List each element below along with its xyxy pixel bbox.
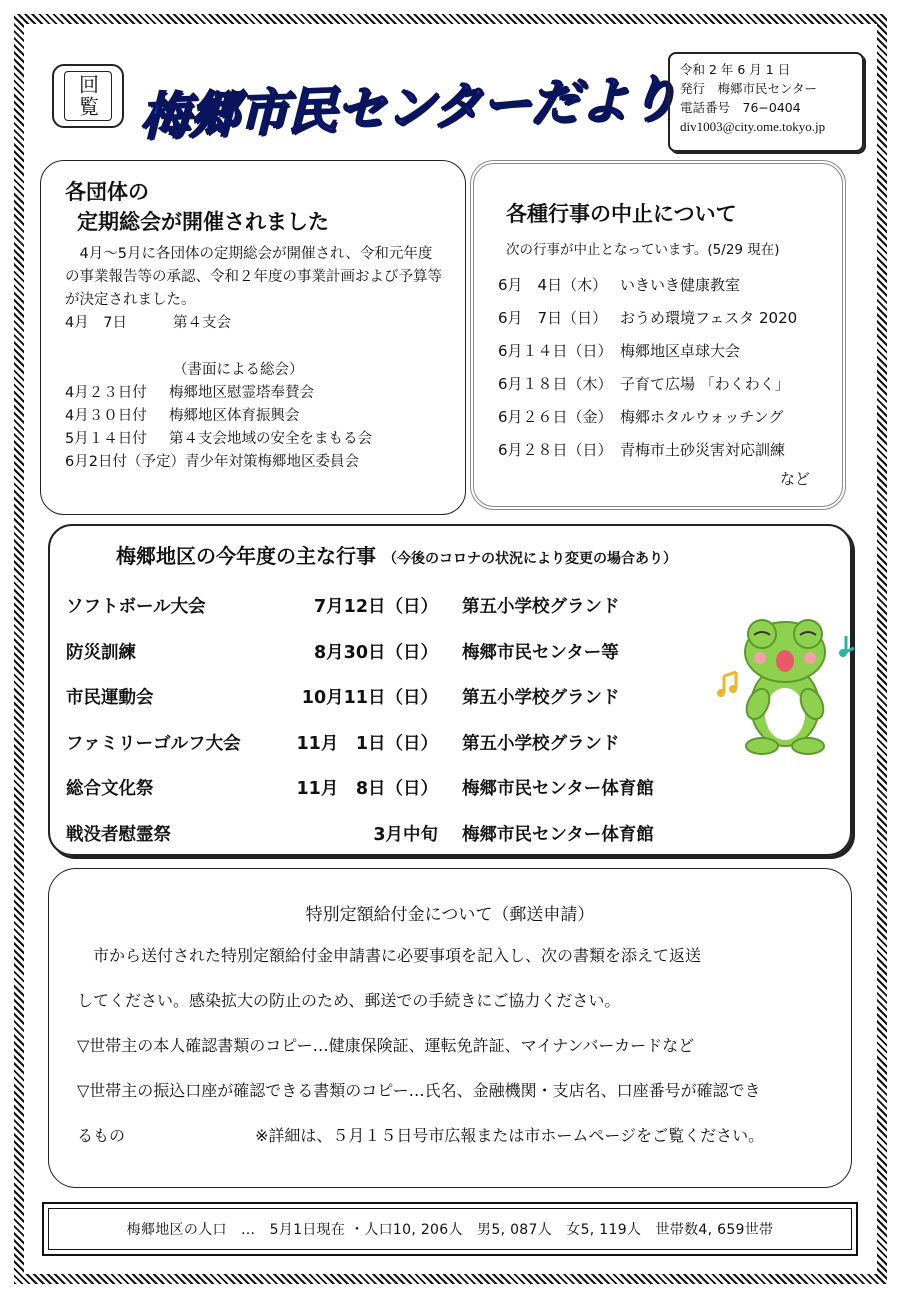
benefit-details-note: ※詳細は、５月１５日号市広報または市ホームページをご覧ください。 (255, 1126, 765, 1145)
issue-publisher: 発行 梅郷市民センター (680, 81, 818, 96)
singing-frog-illustration (710, 606, 860, 756)
table-row: 戦没者慰霊祭 3月中旬 梅郷市民センター体育館 (66, 824, 654, 845)
list-item: 4月２３日付 梅郷地区慰霊塔奉賛会 (65, 385, 314, 401)
table-row: 総合文化祭 11月 8日（日） 梅郷市民センター体育館 (66, 779, 654, 800)
cancellation-title: 各種行事の中止について (506, 202, 737, 226)
cancellation-section (470, 160, 846, 510)
events-title (116, 540, 834, 569)
written-assembly-label: （書面による総会） (173, 362, 304, 378)
benefit-title: 特別定額給付金について（郵送申請） (305, 905, 595, 925)
circulation-stamp (52, 64, 124, 128)
events-title-text: 梅郷地区の今年度の主な行事 (116, 544, 376, 568)
list-item: 6月１８日（木） 子育て広場 「わくわく」 (498, 375, 790, 393)
assembly-first-date: 4月 7日 (65, 315, 127, 331)
music-note-icon (717, 672, 737, 697)
issue-email: div1003@city.ome.tokyo.jp (680, 119, 826, 134)
special-benefit-section (48, 868, 852, 1188)
newsletter-title: 梅郷市民センターだより (140, 69, 677, 147)
circulation-label: 回覧 (64, 71, 112, 121)
frog-icon (742, 620, 828, 754)
cancellation-note: 次の行事が中止となっています。(5/29 現在) (506, 242, 780, 258)
assembly-title (65, 177, 443, 237)
benefit-line: るもの ※詳細は、５月１５日号市広報または市ホームページをご覧ください。 (77, 1126, 765, 1145)
list-item: 6月 7日（日） おうめ環境フェスタ 2020 (498, 309, 798, 327)
assembly-section (40, 160, 466, 515)
population-footer: 梅郷地区の人口 … 5月1日現在 ・人口10, 206人 男5, 087人 女5, 119人 世帯数4, 659世帯 (42, 1202, 858, 1256)
list-item: 6月２８日（日） 青梅市土砂災害対応訓練 (498, 441, 786, 459)
issue-info (668, 52, 864, 152)
list-item: 6月１４日（日） 梅郷地区卓球大会 (498, 342, 741, 360)
benefit-line: してください。感染拡大の防止のため、郵送での手続きにご協力ください。 (77, 991, 621, 1010)
music-note-icon (839, 636, 854, 657)
list-item: 5月１４日付 第４支会地域の安全をまもる会 (65, 431, 372, 447)
cancellation-etc: など (779, 470, 810, 488)
benefit-line: 市から送付された特別定額給付金申請書に必要事項を記入し、次の書類を添えて返送 (93, 946, 702, 965)
annual-events-section (48, 524, 852, 856)
issue-date: 令和 2 年 6 月 1 日 (680, 62, 791, 77)
list-item: 6月 4日（木） いきいき健康教室 (498, 276, 741, 294)
benefit-requirement: ▽世帯主の本人確認書類のコピー…健康保険証、運転免許証、マイナンバーカードなど (77, 1036, 695, 1055)
list-item: 6月２６日（金） 梅郷ホタルウォッチング (498, 408, 784, 426)
list-item: 4月３０日付 梅郷地区体育振興会 (65, 408, 300, 424)
issue-phone: 電話番号 76−0404 (680, 100, 801, 115)
assembly-title-line2: 定期総会が開催されました (77, 210, 329, 234)
table-row: 防災訓練 8月30日（日） 梅郷市民センター等 (66, 642, 619, 663)
assembly-title-line1: 各団体の (65, 180, 149, 204)
table-row: ソフトボール大会 7月12日（日） 第五小学校グランド (66, 597, 620, 618)
table-row: 市民運動会 10月11日（日） 第五小学校グランド (66, 688, 620, 709)
benefit-requirement: ▽世帯主の振込口座が確認できる書類のコピー…氏名、金融機関・支店名、口座番号が確認でき (77, 1081, 761, 1100)
assembly-body: 4月〜5月に各団体の定期総会が開催され、令和元年度の事業報告等の承認、令和２年度の事業計画および予算等が決定されました。 (65, 246, 442, 308)
assembly-first-row (65, 312, 443, 335)
list-item: 6月2日付（予定） 青少年対策梅郷地区委員会 (65, 454, 359, 470)
table-row: ファミリーゴルフ大会 11月 1日（日） 第五小学校グランド (66, 733, 620, 754)
events-note: （今後のコロナの状況により変更の場合あり） (382, 551, 677, 567)
assembly-first-org: 第４支会 (173, 315, 231, 331)
